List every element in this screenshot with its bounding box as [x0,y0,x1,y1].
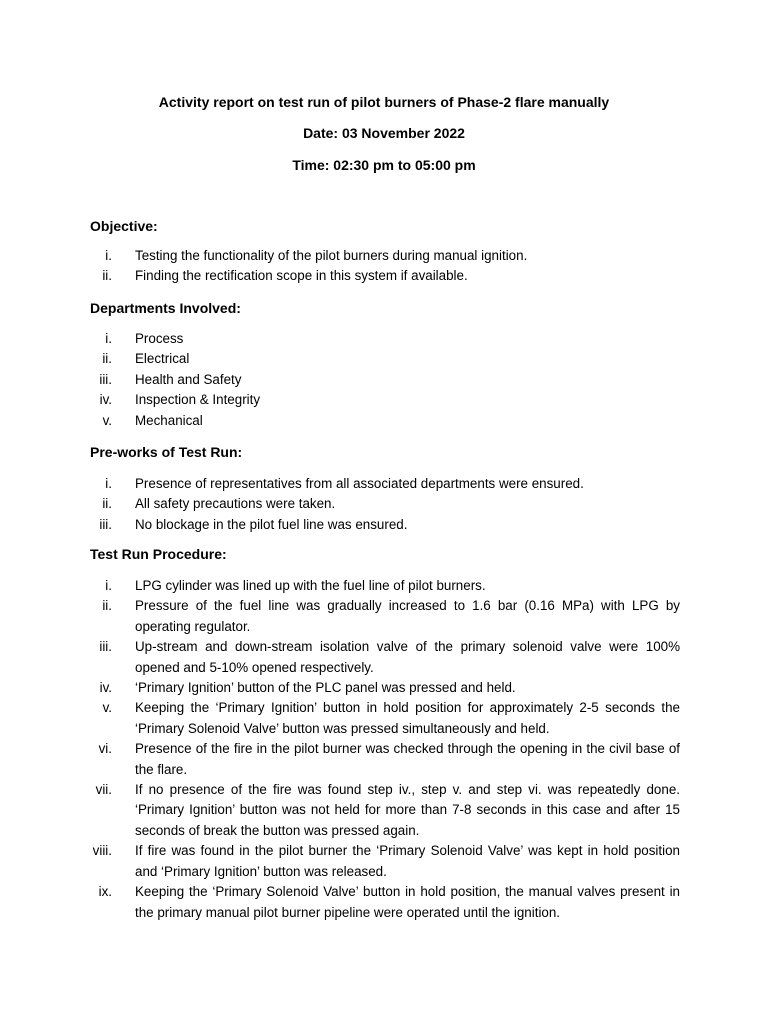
list-text: Health and Safety [135,371,242,387]
list-text: Testing the functionality of the pilot burners during manual ignition. [135,248,528,263]
list-text: All safety precautions were taken. [135,496,336,512]
list-number: iv. [99,392,112,408]
list-text: If fire was found in the pilot burner the ‘Primary Solenoid Valve’ was kept in hold position and ‘Primary Ignition’ button was released. [135,843,680,879]
list-item [90,390,680,410]
list-item [90,841,680,882]
list-text: Presence of representatives from all associated departments were ensured. [135,476,584,491]
list-item [90,494,680,514]
list-text: Up-stream and down-stream isolation valve of the primary solenoid valve were 100% opened and 5-10% opened respectively. [135,639,680,675]
departments-heading: Departments Involved: [90,300,241,316]
list-text: Presence of the fire in the pilot burner was checked through the opening in the civil base of the flare. [135,741,680,777]
list-text: Electrical [135,351,190,367]
list-text: No blockage in the pilot fuel line was ensured. [135,516,408,532]
list-number: ii. [102,496,112,512]
procedure-heading: Test Run Procedure: [90,546,227,562]
list-item [90,739,680,780]
list-text: ‘Primary Ignition’ button of the PLC panel was pressed and held. [135,680,516,696]
departments-list [90,329,680,431]
list-number: iii. [99,516,112,532]
list-text: Finding the rectification scope in this system if available. [135,268,468,284]
list-item [90,411,680,431]
list-item [90,349,680,369]
list-number: iii. [99,639,112,655]
list-number: ix. [98,884,112,900]
list-number: ii. [102,351,112,367]
list-item [90,370,680,390]
list-text: Keeping the ‘Primary Ignition’ button in hold position for approximately 2-5 seconds the ‘Primary Solenoid Valve’ button was pressed simultaneously and held. [135,700,680,736]
list-number: i. [105,248,112,263]
list-item [90,678,680,698]
objective-section [90,216,680,287]
list-number: vii. [95,782,112,798]
departments-section [90,298,680,431]
list-item [90,266,680,286]
preworks-list [90,474,680,535]
objective-heading: Objective: [90,218,158,234]
report-time: Time: 02:30 pm to 05:00 pm [292,157,476,173]
report-date: Date: 03 November 2022 [303,125,465,141]
list-item [90,637,680,678]
preworks-section [90,442,680,535]
list-number: i. [105,331,112,346]
list-text: LPG cylinder was lined up with the fuel line of pilot burners. [135,578,486,593]
list-number: i. [105,578,112,593]
list-item [90,882,680,923]
list-item [90,698,680,739]
list-item [90,515,680,535]
list-number: v. [102,412,112,428]
list-number: ii. [102,268,112,284]
list-number: iii. [99,371,112,387]
list-item [90,246,680,266]
list-text: Keeping the ‘Primary Solenoid Valve’ button in hold position, the manual valves present in the primary manual pilot burner pipeline were operated until the ignition. [135,884,680,920]
list-item [90,474,680,494]
list-number: ii. [102,598,112,614]
list-text: If no presence of the fire was found step iv., step v. and step vi. was repeatedly done. ‘Primary Ignition’ button was not held for more than 7-8 seconds in this case and after 15 seconds of break the button was pressed again. [135,782,680,838]
procedure-section [90,544,680,923]
list-text: Pressure of the fuel line was gradually increased to 1.6 bar (0.16 MPa) with LPG by operating regulator. [135,598,680,634]
procedure-list [90,576,680,923]
objective-list [90,246,680,287]
list-number: vi. [98,741,112,757]
list-item [90,780,680,841]
list-item [90,596,680,637]
list-number: i. [105,476,112,491]
preworks-heading: Pre-works of Test Run: [90,444,243,460]
report-title: Activity report on test run of pilot burners of Phase-2 flare manually [158,94,610,110]
list-text: Process [135,331,184,346]
list-text: Mechanical [135,412,203,428]
list-item [90,576,680,596]
list-text: Inspection & Integrity [135,392,261,408]
list-number: v. [102,700,112,716]
list-number: iv. [99,680,112,696]
list-number: viii. [92,843,112,859]
list-item [90,329,680,349]
